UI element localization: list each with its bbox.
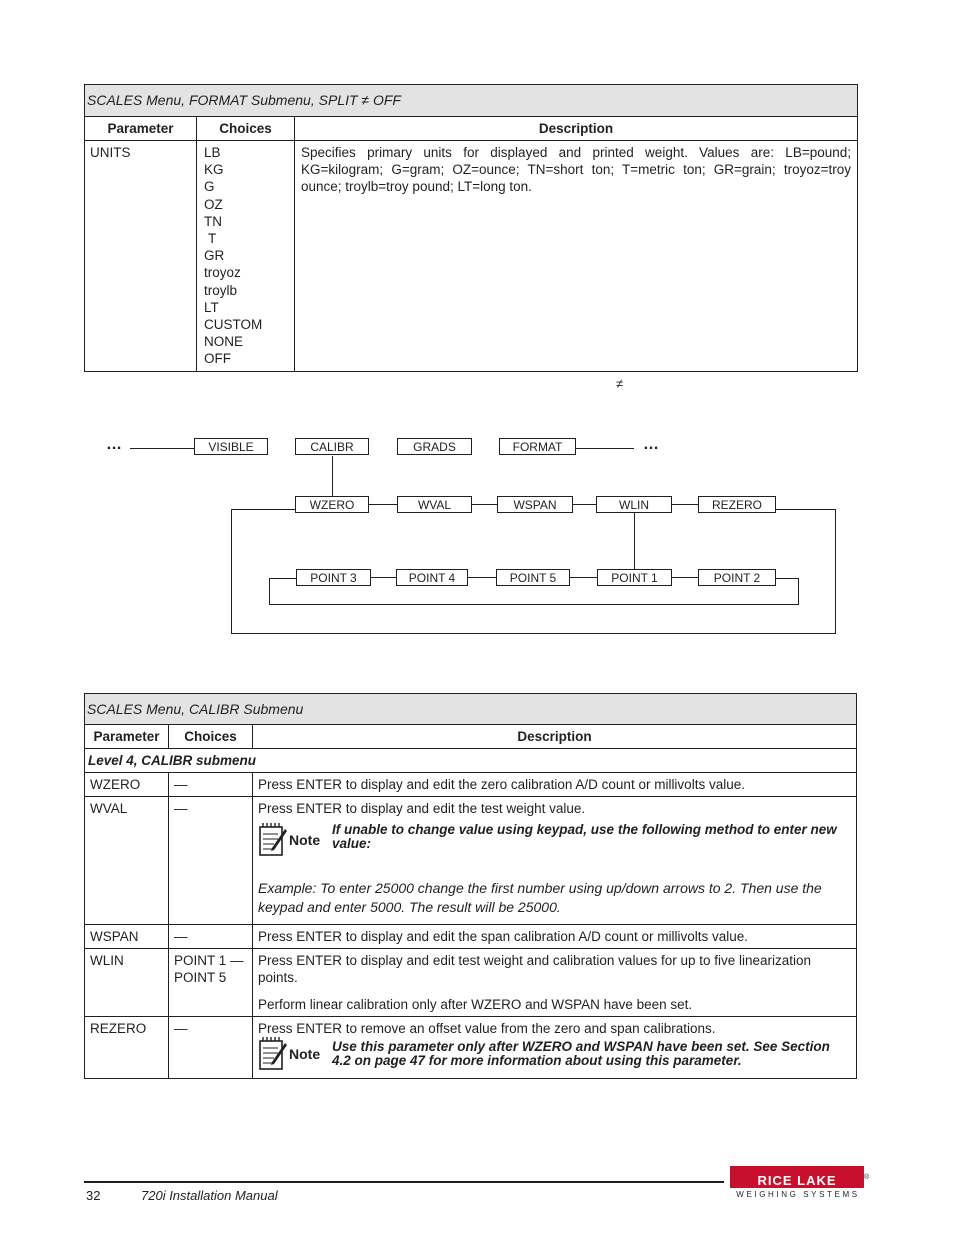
choice-item: troylb bbox=[204, 282, 238, 298]
param-wspan: WSPAN bbox=[85, 925, 169, 949]
header-choices: Choices bbox=[169, 725, 253, 749]
table-row bbox=[85, 925, 857, 949]
note-icon bbox=[258, 1037, 332, 1071]
header-description: Description bbox=[295, 117, 858, 141]
choice-cell: — bbox=[169, 925, 253, 949]
level-label: Level 4, CALIBR submenu bbox=[85, 749, 857, 773]
menu-rezero: REZERO bbox=[698, 496, 776, 513]
choice-line: POINT 5 bbox=[174, 970, 227, 985]
note-label: Note bbox=[289, 1045, 321, 1062]
notepad-pencil-icon bbox=[258, 1037, 288, 1071]
menu-point-3: POINT 3 bbox=[296, 569, 371, 586]
notepad-pencil-icon bbox=[258, 823, 288, 857]
choice-cell: — bbox=[169, 797, 253, 925]
menu-point-4: POINT 4 bbox=[396, 569, 468, 586]
calibr-submenu-table bbox=[84, 693, 857, 1079]
table-row bbox=[85, 797, 857, 925]
header-description: Description bbox=[253, 725, 857, 749]
choice-cell: — bbox=[169, 773, 253, 797]
logo-subtitle: WEIGHING SYSTEMS bbox=[736, 1190, 860, 1199]
table-caption: SCALES Menu, CALIBR Submenu bbox=[85, 694, 857, 725]
rice-lake-logo bbox=[730, 1166, 870, 1202]
choice-item: NONE bbox=[204, 334, 244, 350]
choice-item: G bbox=[204, 179, 215, 195]
note-icon bbox=[258, 823, 332, 857]
menu-wlin: WLIN bbox=[596, 496, 672, 513]
wlin-description: Press ENTER to display and edit test weight and calibration values for up to five linearization points. bbox=[258, 953, 812, 985]
description-cell bbox=[253, 797, 857, 925]
table-row bbox=[85, 1017, 857, 1079]
param-rezero: REZERO bbox=[85, 1017, 169, 1079]
description-cell bbox=[253, 949, 857, 1017]
choice-item: T bbox=[208, 231, 217, 247]
choice-cell: — bbox=[169, 1017, 253, 1079]
wlin-description-2: Perform linear calibration only after WZERO and WSPAN have been set. bbox=[258, 997, 693, 1012]
choice-cell bbox=[169, 949, 253, 1017]
param-wzero: WZERO bbox=[85, 773, 169, 797]
table-row bbox=[85, 773, 857, 797]
menu-wzero: WZERO bbox=[295, 496, 369, 513]
choice-item: LT bbox=[204, 299, 219, 315]
not-equal-symbol: ≠ bbox=[616, 376, 624, 391]
logo-registered: ® bbox=[864, 1174, 870, 1181]
choice-item: KG bbox=[204, 162, 224, 178]
menu-format: FORMAT bbox=[499, 438, 576, 455]
description-cell: Press ENTER to display and edit the zero calibration A/D count or millivolts value. bbox=[253, 773, 857, 797]
header-parameter: Parameter bbox=[85, 117, 197, 141]
header-parameter: Parameter bbox=[85, 725, 169, 749]
description-cell: Press ENTER to display and edit the span calibration A/D count or millivolts value. bbox=[253, 925, 857, 949]
param-wval: WVAL bbox=[85, 797, 169, 925]
param-wlin: WLIN bbox=[85, 949, 169, 1017]
choice-item: LB bbox=[204, 145, 221, 160]
choice-item: OZ bbox=[204, 196, 223, 212]
menu-visible: VISIBLE bbox=[194, 438, 268, 455]
menu-point-5: POINT 5 bbox=[496, 569, 570, 586]
description-cell bbox=[253, 1017, 857, 1079]
choice-item: troyoz bbox=[204, 265, 241, 281]
note-callout bbox=[258, 823, 851, 857]
choice-item: CUSTOM bbox=[204, 317, 263, 333]
units-description: Specifies primary units for displayed and printed weight. Values are: LB=pound; KG=kilogram; G=gram; OZ=ounce; TN=short ton; T=metric ton; GR=grain; troyoz=troy ounce; troylb=troy pound; LT=long ton. bbox=[295, 141, 858, 372]
table-caption: SCALES Menu, FORMAT Submenu, SPLIT ≠ OFF bbox=[85, 85, 858, 117]
wval-description: Press ENTER to display and edit the test weight value. bbox=[258, 801, 586, 816]
logo-wordmark: RICE LAKE bbox=[730, 1173, 864, 1188]
table-row bbox=[85, 949, 857, 1017]
note-text: If unable to change value using keypad, use the following method to enter new value: bbox=[332, 822, 837, 851]
choice-item: TN bbox=[204, 213, 222, 229]
menu-calibr: CALIBR bbox=[295, 438, 369, 455]
manual-title: 720i Installation Manual bbox=[141, 1188, 278, 1203]
choice-line: POINT 1 — bbox=[174, 953, 244, 968]
menu-point-1: POINT 1 bbox=[597, 569, 672, 586]
rezero-description: Press ENTER to remove an offset value from the zero and span calibrations. bbox=[258, 1021, 716, 1036]
note-text: Use this parameter only after WZERO and WSPAN have been set. See Section 4.2 on page 47 for more information about using this parameter. bbox=[332, 1039, 830, 1068]
choice-item: OFF bbox=[204, 351, 231, 367]
note-label: Note bbox=[289, 831, 321, 848]
menu-point-2: POINT 2 bbox=[698, 569, 776, 586]
units-choices bbox=[197, 141, 295, 372]
note-callout bbox=[258, 1037, 851, 1071]
menu-grads: GRADS bbox=[397, 438, 472, 455]
units-parameter: UNITS bbox=[85, 141, 197, 372]
menu-wval: WVAL bbox=[397, 496, 472, 513]
ellipsis-left: … bbox=[106, 436, 122, 453]
format-submenu-table bbox=[84, 84, 858, 372]
ellipsis-right: … bbox=[643, 436, 659, 453]
footer-rule bbox=[84, 1181, 724, 1183]
example-text: Example: To enter 25000 change the first number using up/down arrows to 2. Then use the keypad and enter 5000. The result will be 25000. bbox=[258, 880, 822, 915]
header-choices: Choices bbox=[197, 117, 295, 141]
choice-item: GR bbox=[204, 248, 225, 264]
page-number: 32 bbox=[86, 1188, 101, 1203]
menu-wspan: WSPAN bbox=[497, 496, 573, 513]
